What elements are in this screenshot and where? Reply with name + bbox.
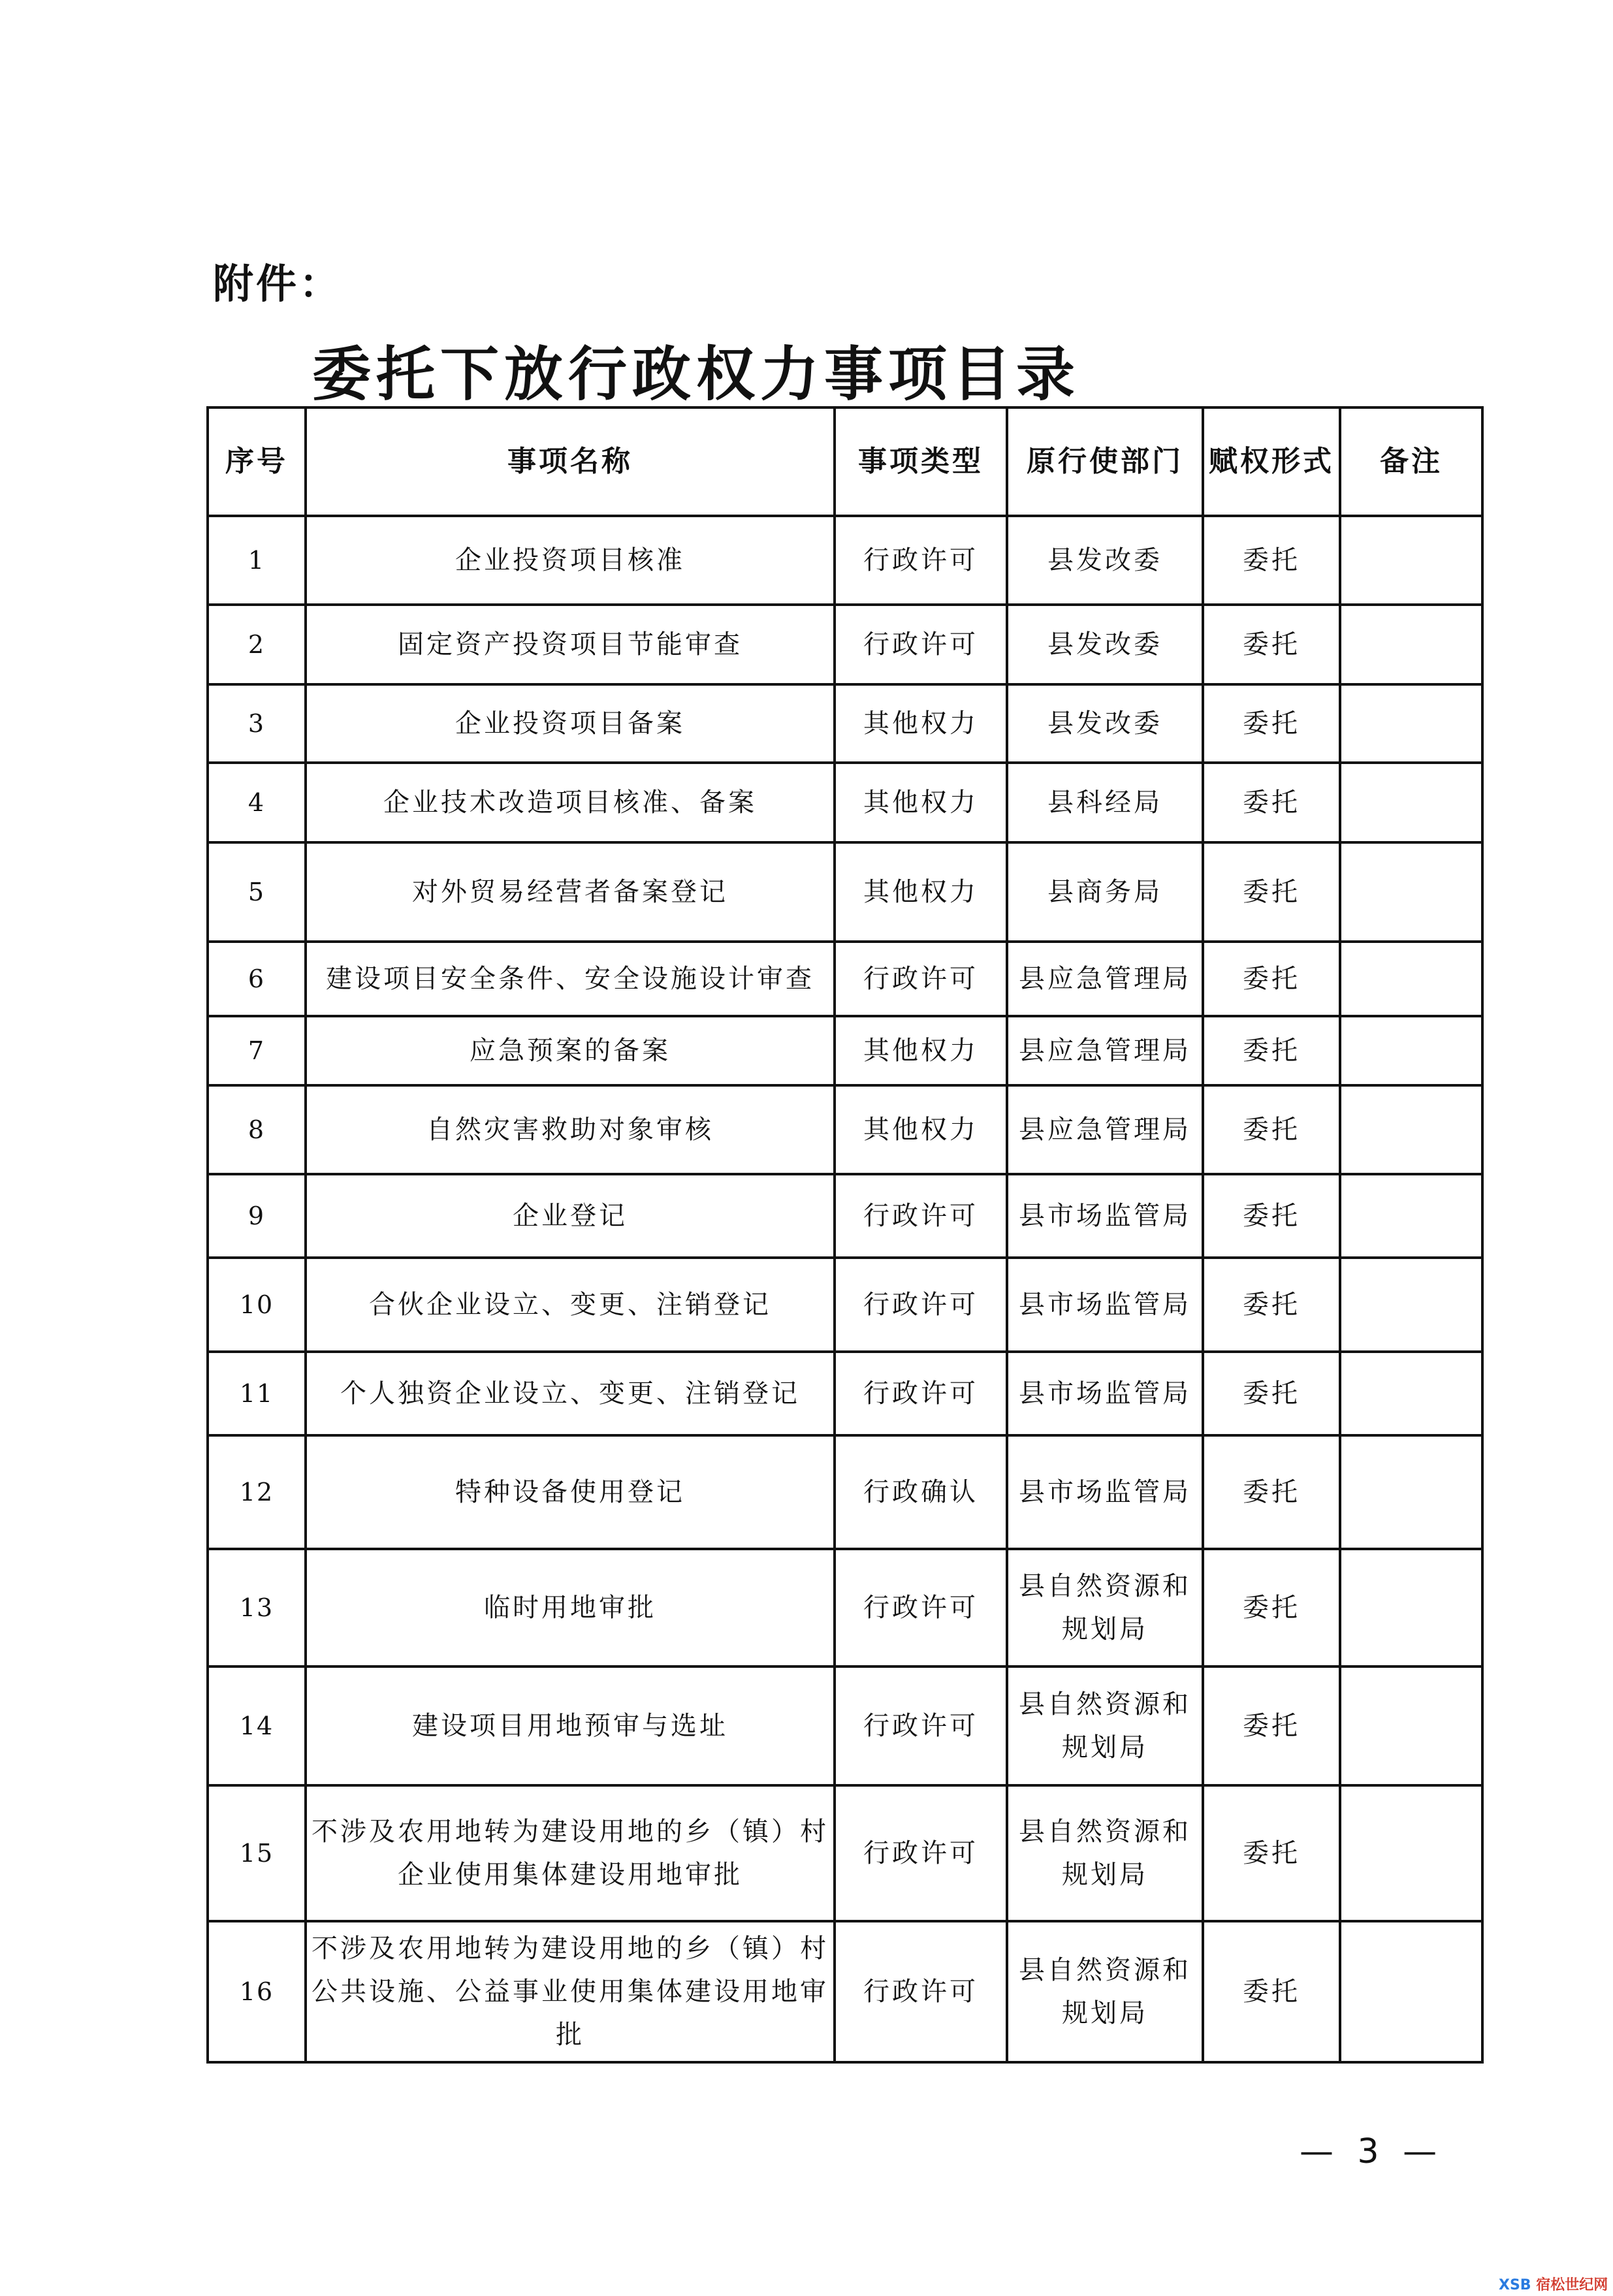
cell-dept: 县市场监管局 xyxy=(1007,1174,1203,1258)
cell-type: 行政许可 xyxy=(835,1921,1007,2062)
cell-name: 特种设备使用登记 xyxy=(306,1435,835,1549)
cell-no: 5 xyxy=(208,842,306,942)
cell-dept: 县科经局 xyxy=(1007,763,1203,842)
cell-type: 其他权力 xyxy=(835,684,1007,763)
table-header-row xyxy=(208,407,1482,516)
cell-note xyxy=(1340,1174,1482,1258)
cell-note xyxy=(1340,1921,1482,2062)
cell-type: 行政许可 xyxy=(835,1666,1007,1785)
cell-name: 合伙企业设立、变更、注销登记 xyxy=(306,1258,835,1352)
cell-form: 委托 xyxy=(1203,1921,1340,2062)
cell-no: 16 xyxy=(208,1921,306,2062)
table-row xyxy=(208,684,1482,763)
cell-type: 行政许可 xyxy=(835,942,1007,1016)
cell-type: 其他权力 xyxy=(835,763,1007,842)
cell-dept: 县应急管理局 xyxy=(1007,1085,1203,1174)
cell-dept: 县发改委 xyxy=(1007,605,1203,684)
cell-no: 6 xyxy=(208,942,306,1016)
cell-no: 9 xyxy=(208,1174,306,1258)
cell-dept: 县市场监管局 xyxy=(1007,1435,1203,1549)
attachment-label: 附件： xyxy=(213,260,343,308)
cell-dept: 县商务局 xyxy=(1007,842,1203,942)
cell-dept: 县自然资源和规划局 xyxy=(1007,1666,1203,1785)
cell-name: 建设项目安全条件、安全设施设计审查 xyxy=(306,942,835,1016)
cell-type: 行政许可 xyxy=(835,1785,1007,1921)
cell-type: 行政许可 xyxy=(835,1549,1007,1666)
cell-form: 委托 xyxy=(1203,1174,1340,1258)
page-number: — 3 — xyxy=(1300,2132,1444,2171)
cell-form: 委托 xyxy=(1203,1666,1340,1785)
cell-form: 委托 xyxy=(1203,842,1340,942)
cell-form: 委托 xyxy=(1203,1352,1340,1435)
cell-no: 13 xyxy=(208,1549,306,1666)
cell-dept: 县自然资源和规划局 xyxy=(1007,1921,1203,2062)
table-row xyxy=(208,1921,1482,2062)
header-no: 序号 xyxy=(208,407,306,516)
cell-dept: 县发改委 xyxy=(1007,516,1203,605)
cell-no: 7 xyxy=(208,1016,306,1085)
cell-name: 不涉及农用地转为建设用地的乡（镇）村公共设施、公益事业使用集体建设用地审批 xyxy=(306,1921,835,2062)
table-row xyxy=(208,1352,1482,1435)
cell-no: 3 xyxy=(208,684,306,763)
cell-note xyxy=(1340,1785,1482,1921)
header-dept: 原行使部门 xyxy=(1007,407,1203,516)
cell-dept: 县应急管理局 xyxy=(1007,1016,1203,1085)
header-name: 事项名称 xyxy=(306,407,835,516)
table-row xyxy=(208,1785,1482,1921)
cell-note xyxy=(1340,516,1482,605)
cell-note xyxy=(1340,942,1482,1016)
cell-note xyxy=(1340,842,1482,942)
cell-form: 委托 xyxy=(1203,605,1340,684)
cell-form: 委托 xyxy=(1203,516,1340,605)
cell-no: 8 xyxy=(208,1085,306,1174)
table-row xyxy=(208,516,1482,605)
table-row xyxy=(208,1174,1482,1258)
cell-dept: 县市场监管局 xyxy=(1007,1352,1203,1435)
cell-type: 行政许可 xyxy=(835,1352,1007,1435)
cell-name: 企业投资项目备案 xyxy=(306,684,835,763)
cell-type: 行政许可 xyxy=(835,516,1007,605)
cell-type: 行政许可 xyxy=(835,1258,1007,1352)
cell-note xyxy=(1340,1258,1482,1352)
cell-no: 15 xyxy=(208,1785,306,1921)
cell-note xyxy=(1340,1352,1482,1435)
table-row xyxy=(208,942,1482,1016)
table-row xyxy=(208,763,1482,842)
cell-name: 建设项目用地预审与选址 xyxy=(306,1666,835,1785)
cell-note xyxy=(1340,1016,1482,1085)
table-row xyxy=(208,842,1482,942)
cell-dept: 县应急管理局 xyxy=(1007,942,1203,1016)
cell-note xyxy=(1340,1666,1482,1785)
cell-note xyxy=(1340,1435,1482,1549)
table-row xyxy=(208,1435,1482,1549)
cell-note xyxy=(1340,1549,1482,1666)
cell-type: 行政确认 xyxy=(835,1435,1007,1549)
watermark-text: 宿松世纪网 xyxy=(1536,2277,1608,2293)
cell-name: 自然灾害救助对象审核 xyxy=(306,1085,835,1174)
cell-type: 其他权力 xyxy=(835,1085,1007,1174)
cell-form: 委托 xyxy=(1203,1016,1340,1085)
table-row xyxy=(208,605,1482,684)
cell-name: 对外贸易经营者备案登记 xyxy=(306,842,835,942)
cell-name: 不涉及农用地转为建设用地的乡（镇）村企业使用集体建设用地审批 xyxy=(306,1785,835,1921)
cell-form: 委托 xyxy=(1203,1085,1340,1174)
cell-form: 委托 xyxy=(1203,684,1340,763)
cell-no: 11 xyxy=(208,1352,306,1435)
table-row xyxy=(208,1258,1482,1352)
cell-name: 企业投资项目核准 xyxy=(306,516,835,605)
header-form: 赋权形式 xyxy=(1203,407,1340,516)
table-row xyxy=(208,1085,1482,1174)
cell-form: 委托 xyxy=(1203,1549,1340,1666)
table-row xyxy=(208,1666,1482,1785)
cell-no: 1 xyxy=(208,516,306,605)
cell-type: 其他权力 xyxy=(835,1016,1007,1085)
cell-form: 委托 xyxy=(1203,1435,1340,1549)
cell-type: 行政许可 xyxy=(835,605,1007,684)
cell-type: 其他权力 xyxy=(835,842,1007,942)
table-row xyxy=(208,1016,1482,1085)
cell-form: 委托 xyxy=(1203,1258,1340,1352)
watermark xyxy=(1499,2274,1608,2294)
cell-name: 应急预案的备案 xyxy=(306,1016,835,1085)
cell-type: 行政许可 xyxy=(835,1174,1007,1258)
table-row xyxy=(208,1549,1482,1666)
cell-name: 个人独资企业设立、变更、注销登记 xyxy=(306,1352,835,1435)
cell-form: 委托 xyxy=(1203,942,1340,1016)
cell-name: 企业技术改造项目核准、备案 xyxy=(306,763,835,842)
cell-dept: 县发改委 xyxy=(1007,684,1203,763)
cell-dept: 县自然资源和规划局 xyxy=(1007,1549,1203,1666)
cell-form: 委托 xyxy=(1203,1785,1340,1921)
watermark-logo: XSB xyxy=(1499,2277,1531,2293)
cell-no: 12 xyxy=(208,1435,306,1549)
page-title: 委托下放行政权力事项目录 xyxy=(312,340,1080,409)
cell-name: 固定资产投资项目节能审查 xyxy=(306,605,835,684)
cell-dept: 县自然资源和规划局 xyxy=(1007,1785,1203,1921)
cell-form: 委托 xyxy=(1203,763,1340,842)
cell-note xyxy=(1340,605,1482,684)
cell-note xyxy=(1340,1085,1482,1174)
cell-no: 2 xyxy=(208,605,306,684)
cell-no: 14 xyxy=(208,1666,306,1785)
cell-dept: 县市场监管局 xyxy=(1007,1258,1203,1352)
cell-note xyxy=(1340,684,1482,763)
cell-name: 临时用地审批 xyxy=(306,1549,835,1666)
cell-name: 企业登记 xyxy=(306,1174,835,1258)
cell-no: 4 xyxy=(208,763,306,842)
catalog-table xyxy=(206,406,1484,2064)
header-type: 事项类型 xyxy=(835,407,1007,516)
cell-no: 10 xyxy=(208,1258,306,1352)
header-note: 备注 xyxy=(1340,407,1482,516)
cell-note xyxy=(1340,763,1482,842)
